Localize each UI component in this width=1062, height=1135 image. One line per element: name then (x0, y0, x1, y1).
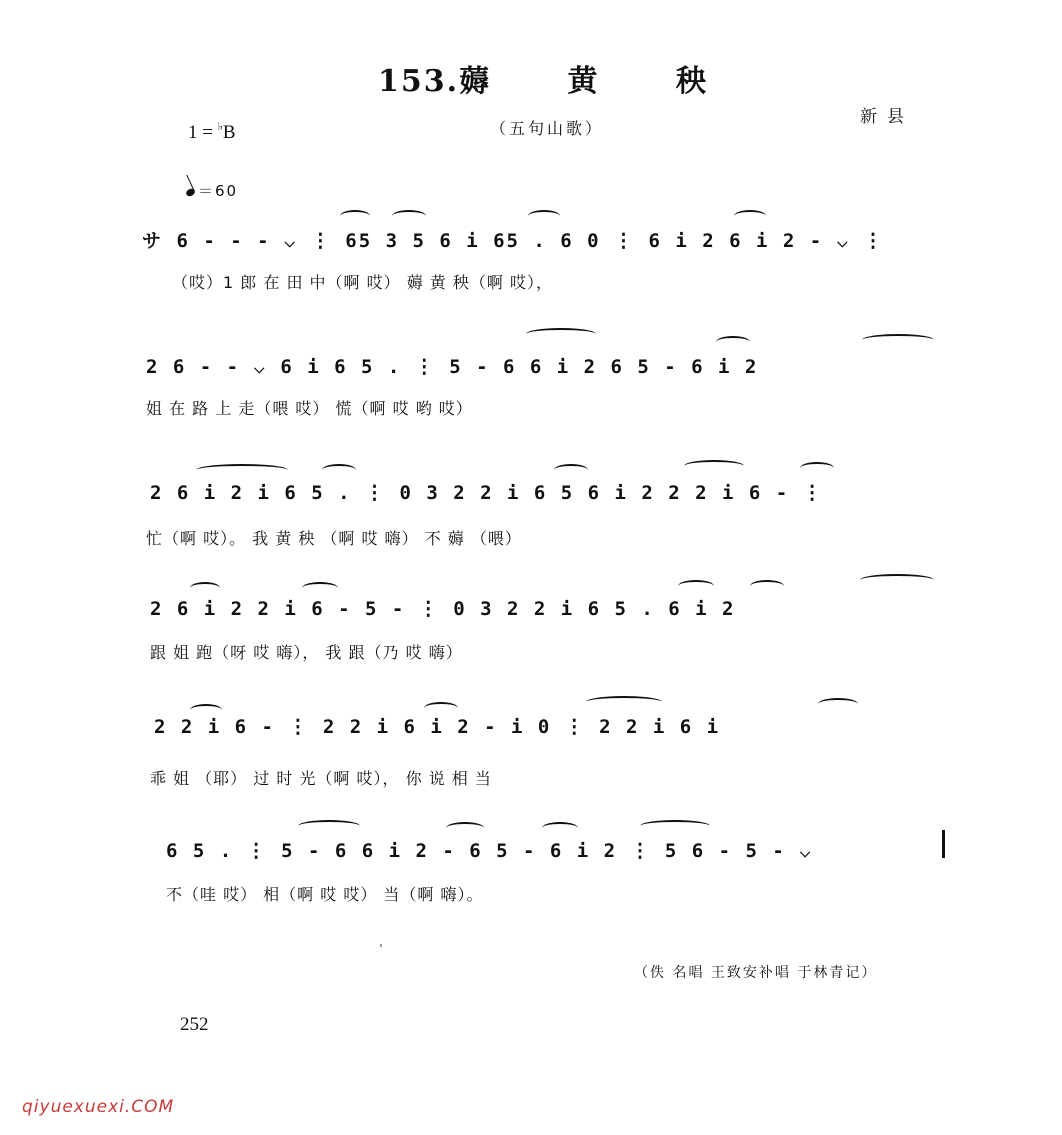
key-signature (188, 120, 236, 144)
slur-mark (800, 462, 834, 474)
slur-mark (298, 820, 360, 832)
slur-mark (640, 820, 710, 832)
lyrics-line-4: 跟 姐 跑（呀 哎 嗨）， 我 跟（乃 哎 嗨） (150, 643, 463, 662)
slur-mark (716, 336, 750, 348)
song-subtitle: （五句山歌） (490, 119, 605, 138)
key-note: B (222, 122, 236, 143)
slur-mark (542, 822, 578, 834)
key-label: 1 = (188, 122, 218, 143)
lyrics-line-2: 姐 在 路 上 走（喂 哎） 慌（啊 哎 哟 哎） (146, 399, 473, 418)
watermark: qiyuexuexi.COM (22, 1097, 175, 1117)
final-barline (942, 830, 945, 858)
performer-credit: （佚 名唱 王致安补唱 于林青记） (634, 965, 878, 981)
lyrics-line-6: 不（哇 哎） 相（啊 哎 哎） 当（啊 嗨）。 (166, 885, 484, 904)
slur-mark (322, 464, 356, 476)
slur-mark (302, 582, 338, 594)
scan-mark (380, 944, 382, 947)
slur-mark (818, 698, 858, 710)
slur-mark (860, 574, 934, 586)
lyrics-line-5: 乖 姐 （耶） 过 时 光（啊 哎）， 你 说 相 当 (150, 769, 492, 788)
notation-line-3: 2 6 i 2 i 6 5 . ⋮ 0 3 2 2 i 6 5 6 i 2 2 2 i 6 - ⋮ (150, 482, 824, 504)
slur-mark (684, 460, 744, 472)
notation-line-6: 6 5 . ⋮ 5 - 6 6 i 2 - 6 5 - 6 i 2 ⋮ 5 6 - 5 - ⌵ (166, 840, 813, 862)
slur-mark (340, 210, 370, 222)
slur-mark (190, 704, 222, 716)
slur-mark (392, 210, 426, 222)
slur-mark (190, 582, 220, 594)
slur-mark (586, 696, 662, 708)
slur-mark (750, 580, 784, 592)
tempo-value: ＝60 (198, 182, 239, 200)
notation-line-4: 2 6 i 2 2 i 6 - 5 - ⋮ 0 3 2 2 i 6 5 . 6 i 2 (150, 598, 736, 620)
slur-mark (528, 210, 560, 222)
notation-line-1: サ 6 - - - ⌵ ⋮ 65 3 5 6 i 65 . 6 0 ⋮ 6 i 2 6 i 2 - ⌵ ⋮ (142, 230, 885, 252)
slur-mark (678, 580, 714, 592)
slur-mark (446, 822, 484, 834)
quarter-note-icon (185, 187, 196, 197)
song-title (378, 56, 740, 100)
slur-mark (196, 464, 288, 476)
song-title-text: 薅 黄 秧 (459, 64, 740, 99)
slur-mark (526, 328, 596, 340)
tempo-marking (186, 180, 238, 201)
region-label: 新县 (860, 107, 914, 127)
notation-line-2: 2 6 - - ⌵ 6 i 6 5 . ⋮ 5 - 6 6 i 2 6 5 - 6 i 2 (146, 356, 759, 378)
lyrics-line-3: 忙（啊 哎）。 我 黄 秧 （啊 哎 嗨） 不 薅 （喂） (146, 529, 522, 548)
slur-mark (424, 702, 458, 714)
lyrics-line-1: （哎）1 郎 在 田 中（啊 哎） 薅 黄 秧（啊 哎）， (172, 273, 553, 292)
notation-line-5: 2 2 i 6 - ⋮ 2 2 i 6 i 2 - i 0 ⋮ 2 2 i 6 i (154, 716, 721, 738)
slur-mark (554, 464, 588, 476)
slur-mark (734, 210, 766, 222)
song-number: 153. (378, 64, 460, 99)
slur-mark (862, 334, 934, 346)
page-number: 252 (180, 1014, 209, 1035)
flat-sign: ♭ (217, 121, 223, 133)
